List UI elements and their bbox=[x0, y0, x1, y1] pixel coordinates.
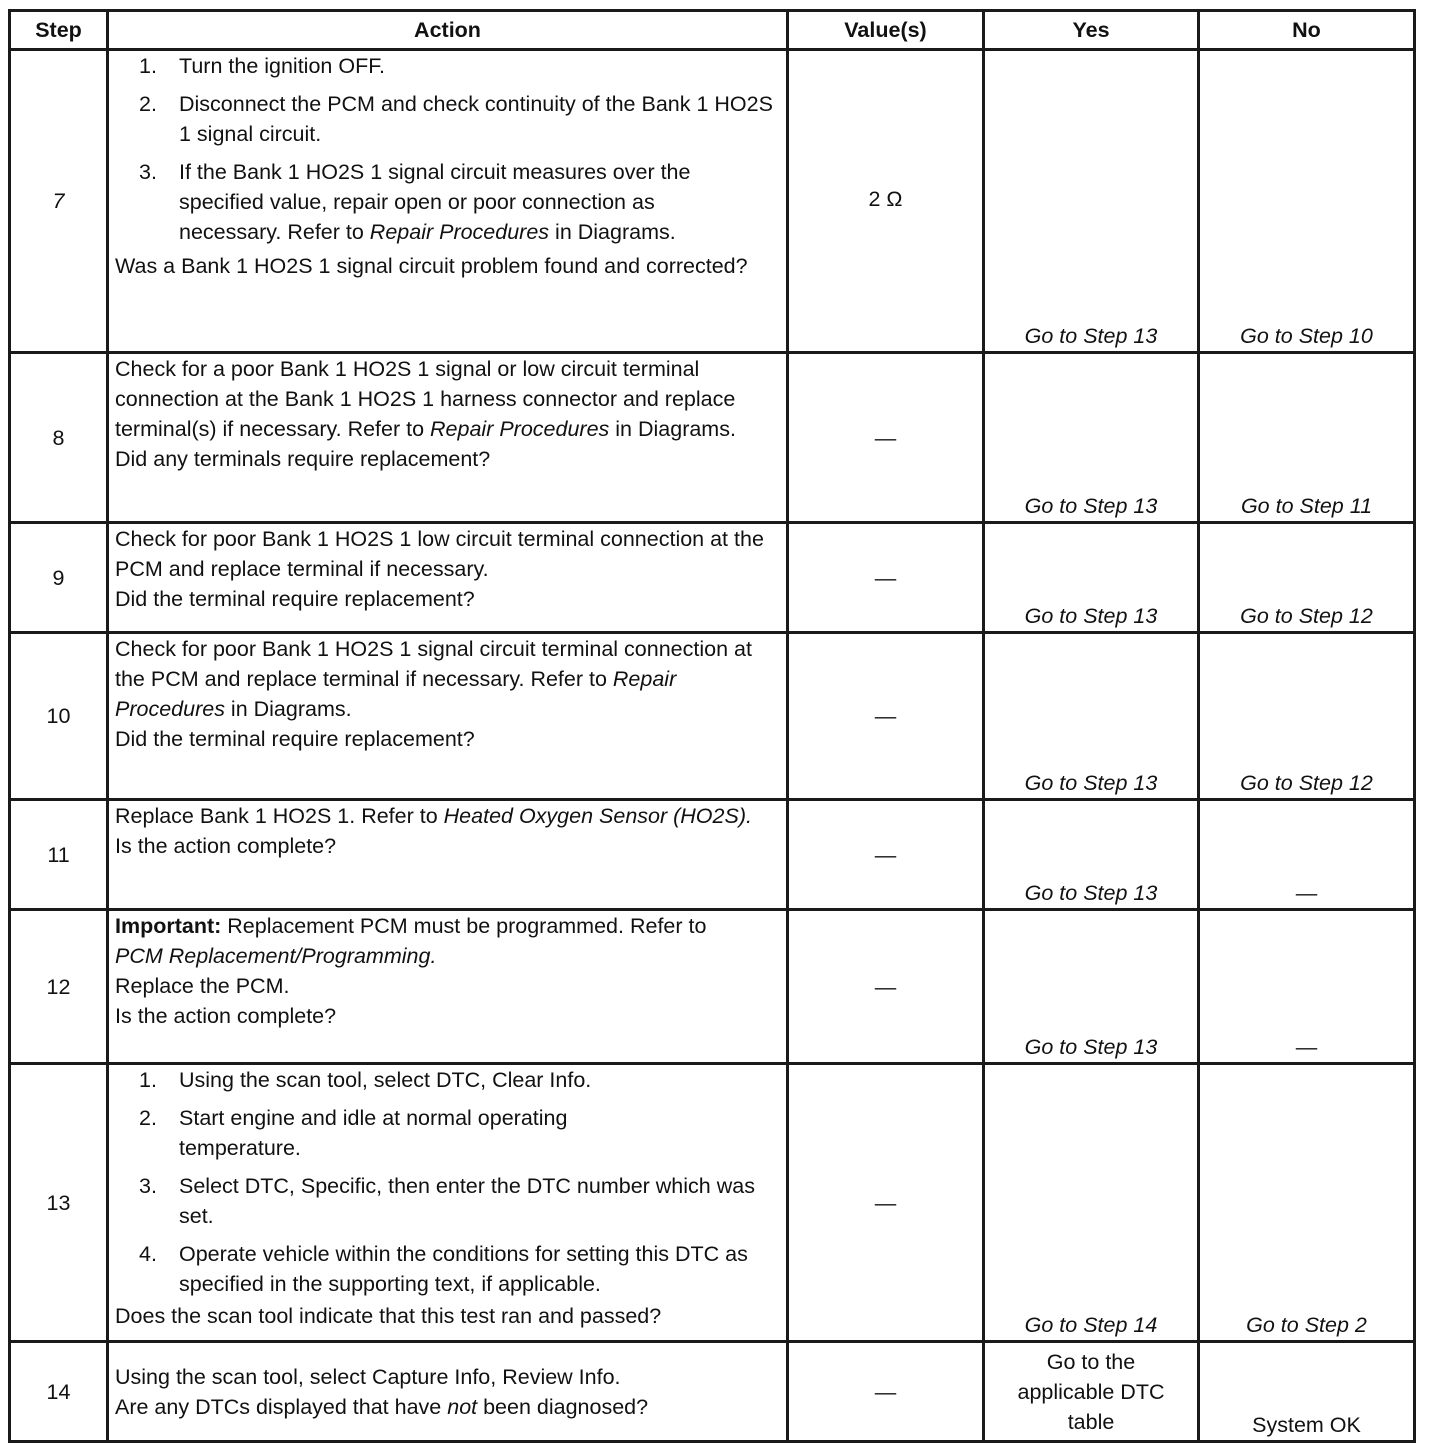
table-row-step-7 bbox=[10, 50, 1415, 353]
no-cell: — bbox=[1199, 800, 1415, 910]
action-step-item bbox=[115, 1065, 780, 1095]
header-no: No bbox=[1199, 11, 1415, 50]
action-step-text: Using the scan tool, select DTC, Clear Info. bbox=[179, 1068, 592, 1092]
step-number: 13 bbox=[10, 1064, 108, 1342]
action-cell bbox=[108, 1342, 788, 1442]
action-text: Using the scan tool, select Capture Info, Review Info. bbox=[115, 1364, 621, 1389]
important-label: Important: bbox=[115, 914, 222, 938]
table-row-step-13 bbox=[10, 1064, 1415, 1342]
no-cell: — bbox=[1199, 910, 1415, 1064]
value-cell: — bbox=[788, 800, 984, 910]
yes-cell: Go to Step 14 bbox=[984, 1064, 1199, 1342]
step-index: 1. bbox=[139, 54, 157, 78]
no-cell: Go to Step 12 bbox=[1199, 523, 1415, 633]
value-cell: 2 Ω bbox=[788, 50, 984, 353]
step-number: 11 bbox=[10, 800, 108, 910]
action-question: Does the scan tool indicate that this test ran and passed? bbox=[115, 1304, 662, 1328]
action-step-item bbox=[115, 1239, 780, 1299]
action-cell bbox=[108, 910, 788, 1064]
no-cell: Go to Step 12 bbox=[1199, 633, 1415, 800]
step-number: 9 bbox=[10, 523, 108, 633]
table-row-step-11 bbox=[10, 800, 1415, 910]
value-cell: — bbox=[788, 633, 984, 800]
action-step-item bbox=[115, 1103, 780, 1163]
important-note bbox=[115, 911, 780, 971]
important-text: Replacement PCM must be programmed. Refer to bbox=[221, 914, 707, 938]
yes-cell: Go to Step 13 bbox=[984, 523, 1199, 633]
action-text-part: Replace Bank 1 HO2S 1. Refer to bbox=[115, 804, 444, 828]
yes-cell: Go to Step 13 bbox=[984, 800, 1199, 910]
action-step-item bbox=[115, 1171, 780, 1231]
action-question: Did any terminals require replacement? bbox=[115, 447, 491, 471]
action-cell bbox=[108, 1064, 788, 1342]
value-cell: — bbox=[788, 1342, 984, 1442]
no-cell: Go to Step 2 bbox=[1199, 1064, 1415, 1342]
emphasis-text: not bbox=[447, 1394, 478, 1419]
action-question: Is the action complete? bbox=[115, 1004, 337, 1028]
no-cell: Go to Step 11 bbox=[1199, 353, 1415, 523]
yes-cell: Go to Step 13 bbox=[984, 353, 1199, 523]
action-cell bbox=[108, 523, 788, 633]
action-steps bbox=[115, 51, 780, 247]
no-cell: Go to Step 10 bbox=[1199, 50, 1415, 353]
action-step-text: Start engine and idle at normal operating temperature. bbox=[179, 1106, 568, 1160]
table-row-step-8 bbox=[10, 353, 1415, 523]
action-step-text: Turn the ignition OFF. bbox=[179, 54, 385, 78]
action-step-text: Select DTC, Specific, then enter the DTC number which was set. bbox=[179, 1174, 755, 1228]
step-index: 4. bbox=[139, 1242, 157, 1266]
step-index: 1. bbox=[139, 1068, 157, 1092]
no-cell: System OK bbox=[1199, 1342, 1415, 1442]
value-cell: — bbox=[788, 353, 984, 523]
step-number: 10 bbox=[10, 633, 108, 800]
step-index: 3. bbox=[139, 1174, 157, 1198]
reference-link: Repair Procedures bbox=[430, 417, 610, 441]
action-step-text: If the Bank 1 HO2S 1 signal circuit measures over the specified value, repair open or poor connection as necessary. Refer to bbox=[179, 160, 691, 244]
table-row-step-9 bbox=[10, 523, 1415, 633]
header-action: Action bbox=[108, 11, 788, 50]
step-number: 12 bbox=[10, 910, 108, 1064]
action-question: Is the action complete? bbox=[115, 834, 337, 858]
action-question: Did the terminal require replacement? bbox=[115, 727, 475, 751]
action-text bbox=[115, 801, 780, 831]
action-question bbox=[115, 1392, 780, 1422]
reference-link: PCM Replacement/Programming. bbox=[115, 944, 437, 968]
action-question: Was a Bank 1 HO2S 1 signal circuit problem found and corrected? bbox=[115, 254, 748, 278]
action-step-text: Disconnect the PCM and check continuity of the Bank 1 HO2S 1 signal circuit. bbox=[179, 92, 773, 146]
header-step: Step bbox=[10, 11, 108, 50]
action-question-part: been diagnosed? bbox=[477, 1394, 649, 1419]
step-number: 14 bbox=[10, 1342, 108, 1442]
step-index: 2. bbox=[139, 1106, 157, 1130]
action-question: Did the terminal require replacement? bbox=[115, 587, 475, 611]
action-cell bbox=[108, 633, 788, 800]
yes-cell: Go to the applicable DTC table bbox=[984, 1342, 1199, 1442]
value-cell: — bbox=[788, 1064, 984, 1342]
value-cell: — bbox=[788, 523, 984, 633]
action-cell bbox=[108, 800, 788, 910]
table-row-step-12 bbox=[10, 910, 1415, 1064]
action-text: Check for poor Bank 1 HO2S 1 low circuit terminal connection at the PCM and replace terminal if necessary. bbox=[115, 527, 764, 581]
diagnostic-table bbox=[8, 9, 1416, 1443]
action-step-item bbox=[115, 89, 780, 149]
step-number: 7 bbox=[10, 50, 108, 353]
table-row-step-10 bbox=[10, 633, 1415, 800]
action-step-text: in Diagrams. bbox=[549, 220, 676, 244]
action-cell bbox=[108, 353, 788, 523]
action-text: Replace the PCM. bbox=[115, 974, 290, 998]
action-text bbox=[115, 634, 780, 724]
action-text-part: Check for a poor Bank 1 HO2S 1 signal or low circuit terminal connection at the Bank 1 HO2S 1 harness connector and replace terminal(s) if necessary. Refer to bbox=[115, 357, 736, 441]
diagnostic-table-sheet bbox=[8, 9, 1416, 1443]
yes-cell: Go to Step 13 bbox=[984, 50, 1199, 353]
reference-link: Repair Procedures bbox=[115, 667, 677, 721]
table-row-step-14 bbox=[10, 1342, 1415, 1442]
value-cell: — bbox=[788, 910, 984, 1064]
action-text-part: Check for poor Bank 1 HO2S 1 signal circuit terminal connection at the PCM and replace terminal if necessary. Refer to bbox=[115, 637, 752, 691]
reference-link: Repair Procedures bbox=[369, 220, 550, 244]
header-values: Value(s) bbox=[788, 11, 984, 50]
action-text-part: in Diagrams. bbox=[609, 417, 736, 441]
action-cell bbox=[108, 50, 788, 353]
action-question-part: Are any DTCs displayed that have bbox=[115, 1394, 448, 1419]
yes-cell: Go to Step 13 bbox=[984, 910, 1199, 1064]
action-step-text: Operate vehicle within the conditions for setting this DTC as specified in the supporting text, if applicable. bbox=[179, 1242, 748, 1296]
action-step-item bbox=[115, 51, 780, 81]
step-index: 3. bbox=[139, 160, 157, 184]
header-row bbox=[10, 11, 1415, 50]
step-number: 8 bbox=[10, 353, 108, 523]
action-text-part: in Diagrams. bbox=[224, 697, 352, 721]
action-step-item bbox=[115, 157, 780, 247]
step-index: 2. bbox=[139, 92, 157, 116]
reference-link: Heated Oxygen Sensor (HO2S). bbox=[443, 804, 752, 828]
action-text bbox=[115, 354, 780, 444]
header-yes: Yes bbox=[984, 11, 1199, 50]
action-steps bbox=[115, 1065, 780, 1299]
yes-cell: Go to Step 13 bbox=[984, 633, 1199, 800]
